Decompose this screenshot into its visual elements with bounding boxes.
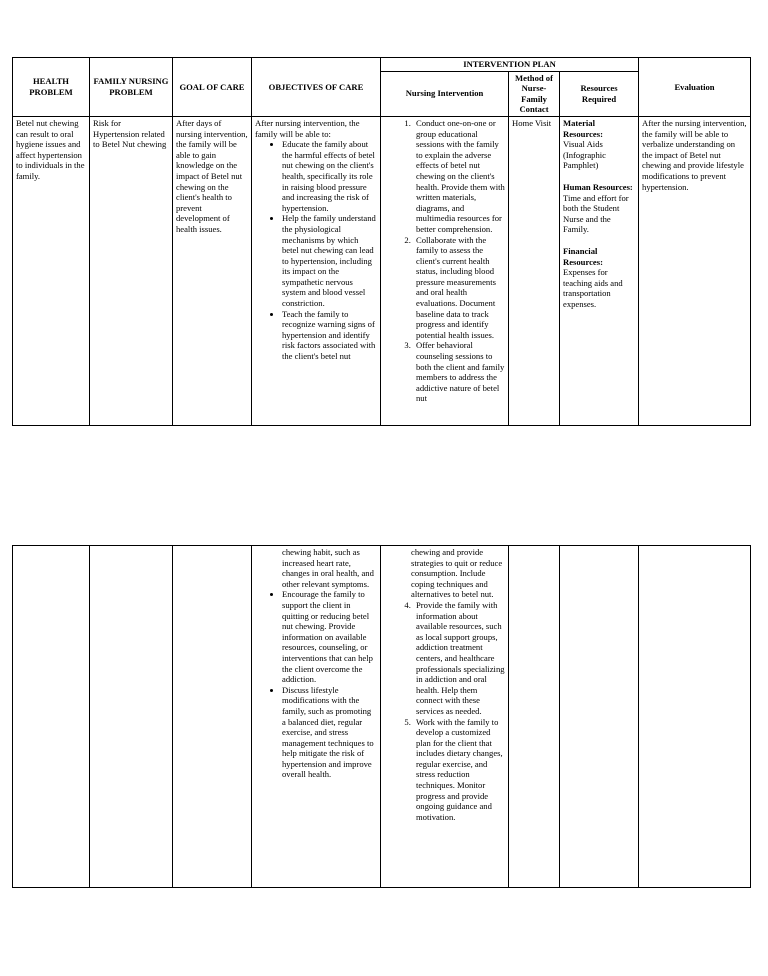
header-evaluation: Evaluation [639, 58, 751, 117]
header-resources-required: Resources Required [560, 71, 639, 116]
intervention-item: 5. Work with the family to develop a customized plan for the client that includes dietary changes, regular exercise, and stress reduction techniques. Monitor progress and provide ongoing guidance and motivation. [413, 717, 505, 823]
objective-item: • Discuss lifestyle modifications with the family, such as promoting a balanced diet, regular exercise, and stress management techniques to help mitigate the risk of hypertension and improve overall health. [282, 685, 377, 780]
objective-item: • Encourage the family to support the client in quitting or reducing betel nut chewing. Provide information on available resources, counseling, or interventions that can help the client overcome the addiction. [282, 589, 377, 684]
cell-goal-of-care [173, 116, 252, 425]
human-resources-title: Human Resources: [563, 181, 633, 192]
material-resources-text: Visual Aids (Infographic Pamphlet) [563, 139, 606, 171]
material-resources [563, 118, 635, 171]
evaluation-text: After the nursing intervention, the family will be able to verbalize understanding on the impact of Betel nut chewing and provide lifestyle modifications to prevent hypertension. [642, 117, 747, 192]
cell-objectives-of-care [252, 116, 381, 425]
header-family-nursing-problem: FAMILY NURSING PROBLEM [90, 58, 173, 117]
interventions-list-cont [384, 600, 505, 822]
header-nursing-intervention: Nursing Intervention [381, 71, 509, 116]
financial-resources [563, 246, 635, 310]
family-nursing-problem-text: Risk for Hypertension related to Betel Nut chewing [93, 117, 167, 150]
financial-resources-title: Financial Resources: [563, 245, 603, 267]
financial-resources-text: Expenses for teaching aids and transportation expenses. [563, 267, 623, 309]
objective-continuation-text: chewing habit, such as increased heart rate, changes in oral health, and other relevant symptoms. [282, 547, 374, 589]
objectives-continuation [255, 547, 377, 589]
care-plan-table-page-2 [12, 545, 751, 888]
cell-family-nursing-problem-cont [90, 546, 173, 888]
header-goal-of-care: GOAL OF CARE [173, 58, 252, 117]
cell-resources-required-cont [560, 546, 639, 888]
objective-item: • Help the family understand the physiological mechanisms by which betel nut chewing can lead to hypertension, including its impact on the sympathetic nervous system and blood vessel constriction. [282, 213, 377, 308]
header-objectives-of-care: OBJECTIVES OF CARE [252, 58, 381, 117]
cell-objectives-of-care-cont [252, 546, 381, 888]
objective-item: • Educate the family about the harmful effects of betel nut chewing on the client's health, specifically its role in raising blood pressure and increasing the risk of hypertension. [282, 139, 377, 213]
cell-health-problem [13, 116, 90, 425]
material-resources-title: Material Resources: [563, 117, 603, 139]
human-resources [563, 182, 635, 235]
intervention-item: 4. Provide the family with information about available resources, such as local support groups, addiction treatment centers, and healthcare professionals specializing in addiction and oral health. Help them connect with these services as needed. [413, 600, 505, 717]
header-method-of-contact: Method of Nurse-Family Contact [509, 71, 560, 116]
intervention-item: 1. Conduct one-on-one or group educational sessions with the family to explain the adverse effects of betel nut chewing on the client's health. Provide them with written materials, diagrams, and multimedia resources for better comprehension. [413, 118, 505, 235]
cell-resources-required [560, 116, 639, 425]
cell-evaluation-cont [639, 546, 751, 888]
method-of-contact-text: Home Visit [512, 117, 552, 128]
cell-nursing-intervention [381, 116, 509, 425]
cell-health-problem-cont [13, 546, 90, 888]
interventions-list [384, 118, 505, 404]
cell-evaluation [639, 116, 751, 425]
goal-of-care-text: After days of nursing intervention, the family will be able to gain knowledge on the impact of Betel nut chewing on the client's health to prevent development of health issues. [176, 117, 248, 234]
intervention-continuation-text: chewing and provide strategies to quit or reduce consumption. Include coping techniques and alternatives to betel nut. [411, 547, 503, 600]
objectives-list [255, 139, 377, 361]
cell-nursing-intervention-cont [381, 546, 509, 888]
human-resources-text: Time and effort for both the Student Nurse and the Family. [563, 192, 629, 235]
intervention-item: 2. Collaborate with the family to assess the client's current health status, including blood pressure measurements and oral health evaluations. Document baseline data to track progress and identify potential health issues. [413, 235, 505, 341]
care-plan-table-page-1 [12, 57, 751, 426]
objectives-list-cont [255, 589, 377, 780]
header-intervention-plan: INTERVENTION PLAN [381, 58, 639, 72]
intervention-item: 3. Offer behavioral counseling sessions to both the client and family members to address the addictive nature of betel nut [413, 340, 505, 404]
objective-item: • Teach the family to recognize warning signs of hypertension and identify risk factors associated with the client's betel nut [282, 309, 377, 362]
cell-goal-of-care-cont [173, 546, 252, 888]
interventions-continuation [384, 547, 505, 600]
cell-method-of-contact [509, 116, 560, 425]
cell-family-nursing-problem [90, 116, 173, 425]
cell-method-of-contact-cont [509, 546, 560, 888]
objectives-intro: After nursing intervention, the family will be able to: [255, 117, 360, 139]
header-health-problem: HEALTH PROBLEM [13, 58, 90, 117]
health-problem-text: Betel nut chewing can result to oral hygiene issues and affect hypertension to individuals in the family. [16, 117, 85, 181]
